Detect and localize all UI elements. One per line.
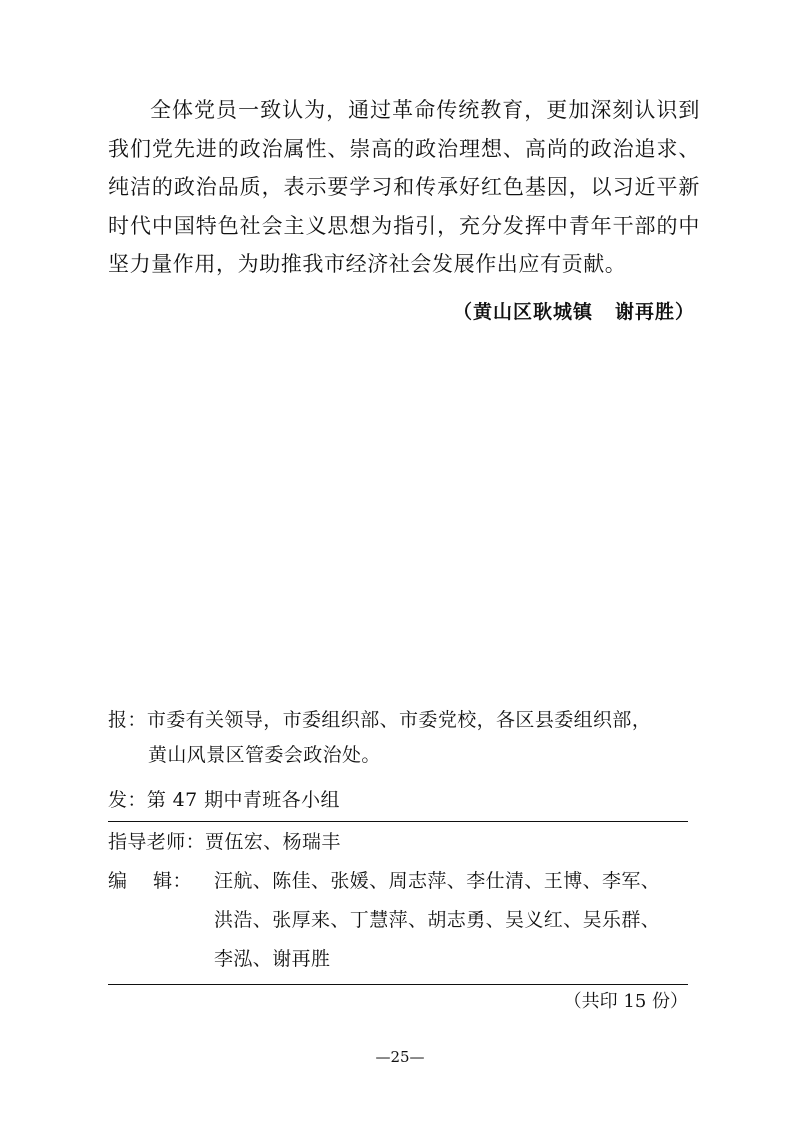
send-to-block (108, 783, 700, 818)
report-to-line (108, 703, 700, 738)
signature-unit: （黄山区耿城镇 (452, 301, 593, 323)
advisor-names: 贾伍宏、杨瑞丰 (205, 831, 341, 853)
paragraph-line: 全体党员一致认为，通过革命传统教育，更加深刻认识到 (150, 98, 700, 122)
report-recipients-continued: 黄山风景区管委会政治处。 (148, 744, 381, 766)
report-recipients: 市委有关领导，市委组织部、市委党校，各区县委组织部， (146, 709, 652, 731)
paragraph-line: 坚力量作用，为助推我市经济社会发展作出应有贡献。 (108, 252, 627, 276)
article-body (108, 91, 700, 284)
editor-names-continued: 李泓、谢再胜 (214, 948, 331, 970)
print-copies-note: （共印 15 份） (563, 991, 688, 1012)
editor-names: 汪航、陈佳、张媛、周志萍、李仕清、王博、李军、 (214, 870, 661, 892)
paragraph-line: 纯洁的政治品质，表示要学习和传承好红色基因，以习近平新 (108, 175, 700, 199)
send-label: 发： (108, 789, 147, 811)
paragraph-line: 时代中国特色社会主义思想为指引，充分发挥中青年干部的中 (108, 213, 700, 238)
send-recipients: 第 47 期中青班各小组 (146, 789, 340, 811)
author-signature (453, 297, 695, 324)
report-label: 报： (108, 709, 147, 731)
divider-top (108, 821, 688, 822)
editor-names-continued: 洪浩、张厚来、丁慧萍、胡志勇、吴义红、吴乐群、 (214, 909, 661, 931)
advisor-label: 指导老师： (108, 831, 206, 853)
paragraph-line: 我们党先进的政治属性、崇高的政治理想、高尚的政治追求、 (108, 136, 700, 161)
editor-label: 编 辑： (108, 870, 192, 892)
article-paragraph (108, 91, 700, 284)
page-number: —25— (375, 1048, 425, 1066)
advisor-line (108, 823, 700, 862)
report-to-block (108, 703, 700, 773)
editors-block (108, 823, 700, 979)
signature-name: 谢再胜） (614, 301, 695, 323)
editor-line (108, 862, 700, 901)
divider-bottom (108, 984, 688, 985)
